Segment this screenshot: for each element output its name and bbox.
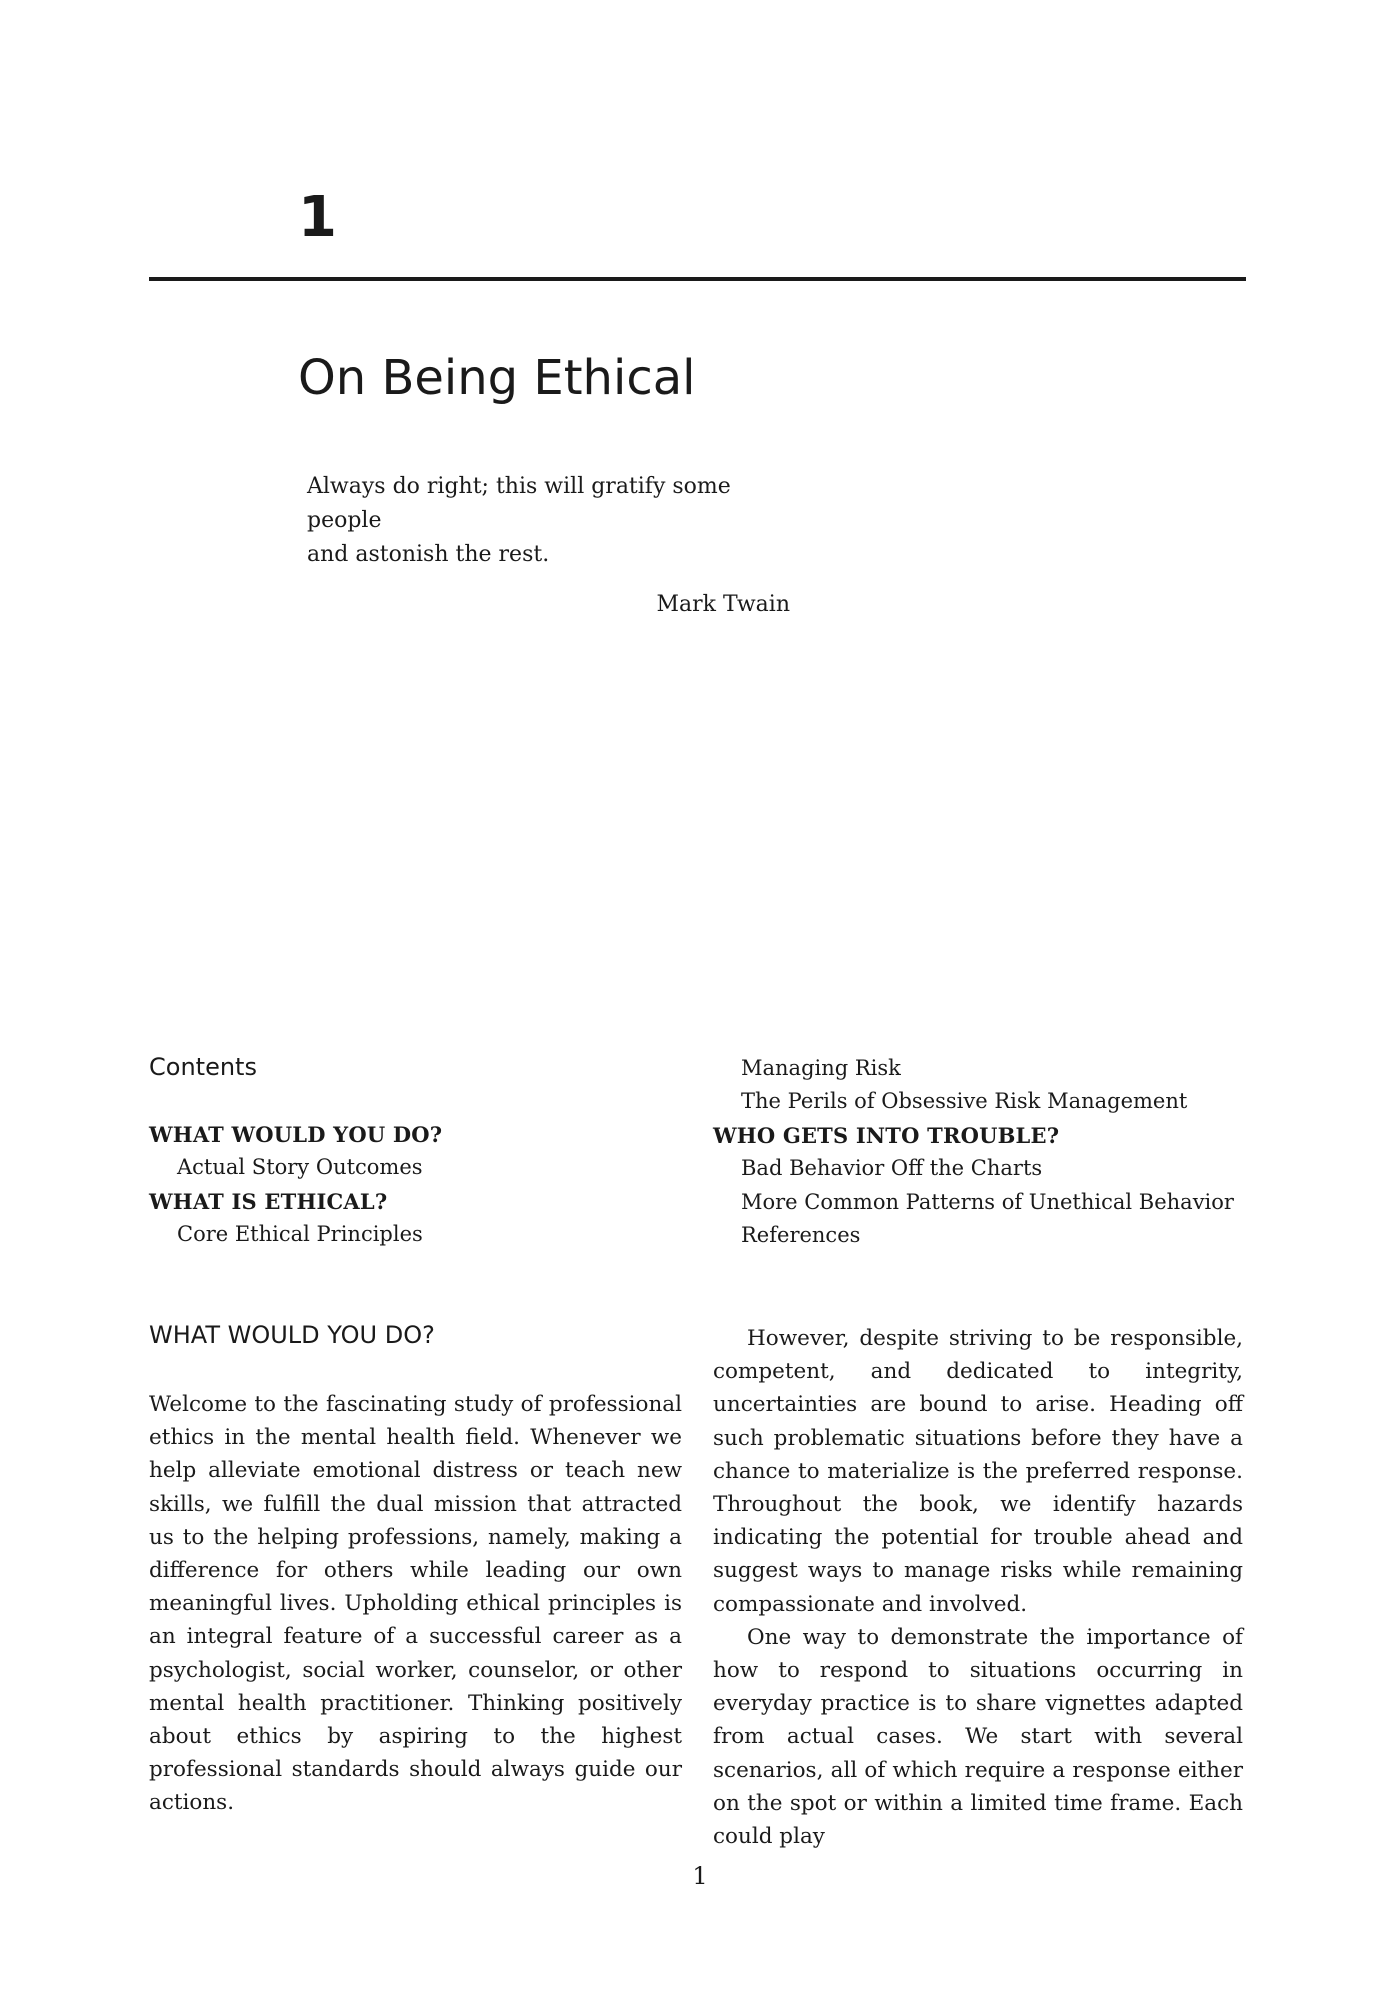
body-right-column [713,1322,1243,1853]
toc-subsection: Managing Risk [741,1056,901,1080]
body-paragraph: However, despite striving to be responsible, competent, and dedicated to integrity, uncertainties are bound to arise. Heading off such problematic situations before they have a chance to materialize is the preferred response. Throughout the book, we identify hazards indicating the potential for trouble ahead and suggest ways to manage risks while remaining compassionate and involved. [713,1326,1243,1617]
body-left-column [149,1388,682,1820]
chapter-title: On Being Ethical [298,350,696,406]
toc-subsection: Core Ethical Principles [177,1222,423,1247]
toc-subsection: Actual Story Outcomes [177,1155,423,1180]
section-heading: WHAT WOULD YOU DO? [149,1321,435,1349]
toc-subsection: More Common Patterns of Unethical Behavior [741,1189,1234,1214]
page-number: 1 [692,1862,708,1890]
toc-subsection: Bad Behavior Off the Charts [741,1156,1043,1181]
toc-section: WHO GETS INTO TROUBLE? [713,1122,1060,1148]
epigraph-line-1: Always do right; this will gratify some people [307,474,731,533]
toc-right-column [713,1052,1253,1252]
contents-heading: Contents [149,1053,257,1081]
epigraph-line-2: and astonish the rest. [307,542,550,567]
epigraph-author: Mark Twain [656,592,790,617]
body-paragraph: Welcome to the fascinating study of professional ethics in the mental health field. Whenever we help alleviate emotional distress or teach new skills, we fulfill the dual mission that attracted us to the helping professions, namely, making a difference for others while leading our own meaningful lives. Upholding ethical principles is an integral feature of a successful career as a psychologist, social worker, counselor, or other mental health practitioner. Thinking positively about ethics by aspiring to the highest professional standards should always guide our actions. [149,1392,682,1816]
chapter-number: 1 [298,185,337,250]
toc-section: WHAT IS ETHICAL? [149,1188,388,1214]
body-paragraph: One way to demonstrate the importance of how to respond to situations occurring in everyday practice is to share vignettes adapted from actual cases. We start with several scenarios, all of which require a response either on the spot or within a limited time frame. Each could play [713,1624,1243,1850]
toc-subsection: References [741,1223,861,1248]
toc-left-column [149,1118,689,1252]
toc-subsection: The Perils of Obsessive Risk Management [741,1089,1188,1114]
epigraph [307,470,807,622]
chapter-rule [149,277,1246,281]
toc-section: WHAT WOULD YOU DO? [149,1122,443,1147]
